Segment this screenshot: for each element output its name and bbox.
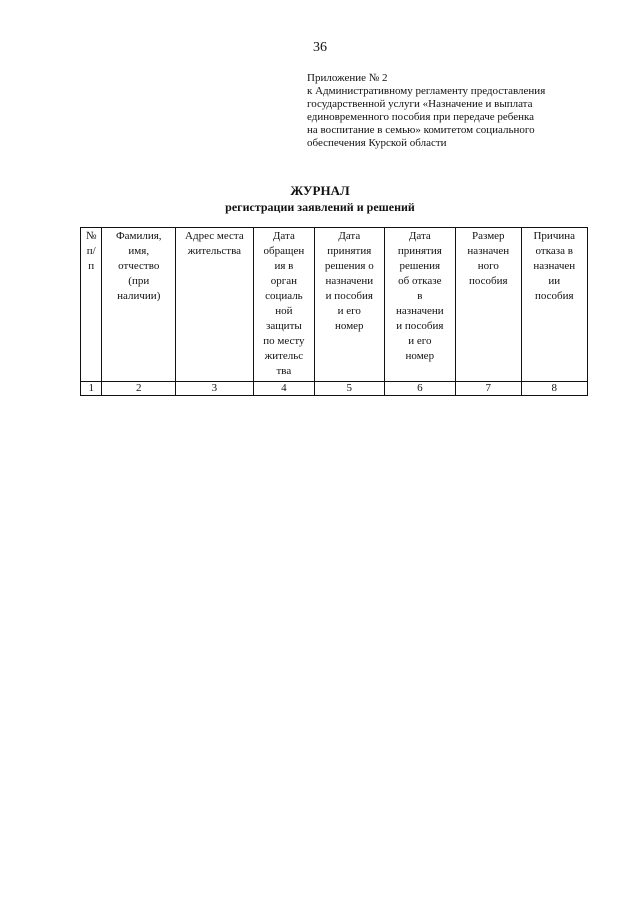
column-header-line: Причина	[533, 230, 576, 242]
column-header-line: отчество	[118, 260, 160, 272]
column-header-1	[81, 228, 102, 382]
column-header-line: Дата	[408, 230, 431, 242]
appendix-note	[307, 72, 577, 150]
column-number-8: 8	[521, 382, 588, 396]
column-header-8	[521, 228, 588, 382]
column-header-line: назначен	[533, 260, 576, 272]
column-header-line: защиты	[265, 320, 302, 332]
column-header-line: назначен	[467, 245, 510, 257]
column-header-line: обращен	[263, 245, 305, 257]
column-number-6: 6	[384, 382, 456, 396]
column-header-line: и пособия	[325, 290, 373, 302]
appendix-line: на воспитание в семью» комитетом социального	[307, 124, 535, 136]
column-header-line: п/	[86, 245, 96, 257]
column-number-row	[81, 382, 588, 396]
column-header-line: социаль	[265, 290, 303, 302]
column-header-2	[102, 228, 176, 382]
appendix-line: единовременного пособия при передаче ребенка	[307, 111, 535, 123]
column-header-line: отказа в	[535, 245, 573, 257]
column-header-3	[176, 228, 254, 382]
column-header-line: назначени	[396, 305, 444, 317]
column-header-line: ии	[548, 275, 561, 287]
column-header-line: ного	[477, 260, 499, 272]
column-header-line: ной	[275, 305, 293, 317]
column-header-line: номер	[335, 320, 364, 332]
column-header-line: пособия	[469, 275, 508, 287]
column-header-line: имя,	[128, 245, 150, 257]
appendix-line: к Административному регламенту предоставления	[307, 85, 546, 97]
column-header-line: Фамилия,	[115, 230, 162, 242]
column-number-2: 2	[102, 382, 176, 396]
journal-table	[80, 227, 588, 396]
column-number-4: 4	[253, 382, 314, 396]
column-header-line: №	[85, 230, 97, 242]
journal-subtitle: регистрации заявлений и решений	[225, 200, 415, 214]
column-header-line: и его	[337, 305, 361, 317]
column-header-line: номер	[405, 350, 435, 362]
column-header-line: и пособия	[396, 320, 444, 332]
appendix-line: Приложение № 2	[307, 72, 388, 84]
column-header-line: тва	[276, 365, 292, 377]
column-header-line: в	[417, 290, 423, 302]
column-header-line: орган	[270, 275, 298, 287]
column-header-line: Размер	[472, 230, 505, 242]
appendix-line: государственной услуги «Назначение и выплата	[307, 98, 533, 110]
column-header-line: (при	[128, 275, 150, 287]
appendix-line: обеспечения Курской области	[307, 137, 447, 149]
column-header-line: решения о	[324, 260, 374, 272]
column-header-line: Адрес места	[185, 230, 244, 242]
column-number-5: 5	[315, 382, 385, 396]
column-header-line: Дата	[338, 230, 361, 242]
column-header-line: принятия	[327, 245, 372, 257]
column-number-3: 3	[176, 382, 254, 396]
column-header-line: Дата	[272, 230, 295, 242]
column-header-6	[384, 228, 456, 382]
column-header-line: ия в	[274, 260, 294, 272]
column-header-line: п	[88, 260, 95, 272]
table-header-row	[81, 228, 588, 382]
column-header-4	[253, 228, 314, 382]
column-header-line: пособия	[534, 290, 574, 302]
column-number-7: 7	[456, 382, 521, 396]
journal-title: ЖУРНАЛ	[290, 183, 350, 198]
column-header-line: решения	[399, 260, 441, 272]
column-header-line: назначени	[325, 275, 374, 287]
column-header-line: и его	[408, 335, 432, 347]
column-header-line: жительства	[187, 245, 242, 257]
column-header-line: по месту	[263, 335, 305, 347]
column-header-5	[315, 228, 385, 382]
column-header-line: жительс	[264, 350, 304, 362]
column-header-line: об отказе	[398, 275, 442, 287]
column-header-7	[456, 228, 521, 382]
column-header-line: наличии)	[117, 290, 161, 302]
column-number-1: 1	[81, 382, 102, 396]
page-number: 36	[313, 40, 327, 55]
column-header-line: принятия	[397, 245, 442, 257]
